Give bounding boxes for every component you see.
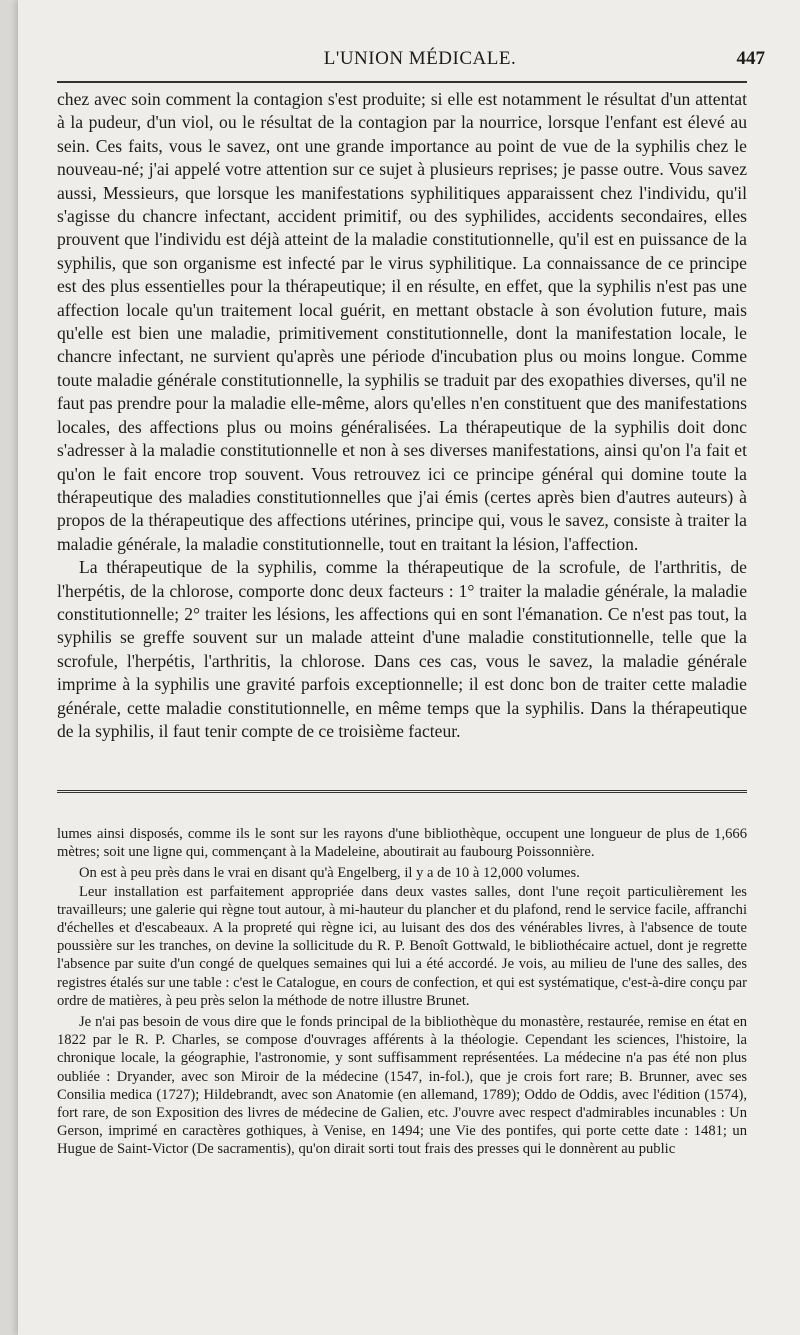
main-paragraph: La thérapeutique de la syphilis, comme la thérapeutique de la scrofule, de l'arthritis, de l'herpétis, de la chlorose, comporte donc deux facteurs : 1° traiter la maladie générale, la maladie constitutionnelle; 2° traiter les lésions, les affections qui en sont l'émanation. Ce n'est pas tout, la syphilis se greffe souvent sur un malade atteint d'une maladie constitutionnelle, telle que la scrofule, l'herpétis, l'arthritis, la chlorose. Dans ces cas, vous le savez, la maladie générale imprime à la syphilis une gravité parfois exceptionnelle; il est donc bon de traiter cette maladie générale, cette maladie constitutionnelle, en même temps que la syphilis. Dans la thérapeutique de la syphilis, il faut tenir compte de ce troisième facteur. bbox=[57, 557, 747, 741]
footnote-paragraph: On est à peu près dans le vrai en disant qu'à Engelberg, il y a de 10 à 12,000 volumes. bbox=[79, 865, 580, 882]
header-rule bbox=[57, 81, 747, 83]
footnote-text bbox=[57, 825, 747, 1159]
page-number: 447 bbox=[736, 48, 765, 69]
footnote-paragraph: Leur installation est parfaitement appropriée dans deux vastes salles, dont l'une reçoit particulièrement les travailleurs; une galerie qui règne tout autour, à mi-hauteur du plancher et du plafond, rend le service facile, affranchi d'échelles et d'escabeaux. A la propreté qui règne ici, au luisant des dos des vénérables livres, à l'absence de toute poussière sur les tranches, on devine la sollicitude du R. P. Benoît Gottwald, le bibliothécaire actuel, dont je regrette l'absence par suite d'un congé de quelques semaines qui lui a été accordé. Je vois, au milieu de l'une des salles, des registres étalés sur une table : c'est le Catalogue, en cours de confection, et qui est systématique, c'est-à-dire conçu par ordre de matières, à peu près selon la méthode de notre illustre Brunet. bbox=[57, 883, 747, 1009]
footnote-paragraph: Je n'ai pas besoin de vous dire que le fonds principal de la bibliothèque du monastère, restaurée, remise en état en 1822 par le R. P. Charles, se compose d'ouvrages afférents à la théologie. Cependant les sciences, l'histoire, la chronique locale, la géographie, l'astronomie, y sont suffisamment représentées. La médecine n'a pas été non plus oubliée : Dryander, avec son Miroir de la médecine (1547, in-fol.), que je crois fort rare; B. Brunner, avec ses Consilia medica (1727); Hildebrandt, avec son Anatomie (en allemand, 1789); Oddo de Oddis, avec l'édition (1574), fort rare, de son Exposition des livres de médecine de Galien, etc. J'ouvre avec respect d'admirables incunables : Un Gerson, imprimé en caractères gothiques, à Venise, en 1494; une Vie des pontifes, qui porte cette date : 1481; un Hugue de Saint-Victor (De sacramentis), qu'on dirait sorti tout frais des presses qui le donnèrent au public bbox=[57, 1014, 747, 1158]
running-title: L'UNION MÉDICALE. bbox=[323, 48, 517, 69]
page-header bbox=[75, 44, 765, 74]
main-paragraph: chez avec soin comment la contagion s'est produite; si elle est notamment le résultat d'un attentat à la pudeur, d'un viol, ou le résultat de la contagion par la nourrice, lorsque l'enfant est élevé au sein. Ces faits, vous le savez, ont une grande importance au point de vue de la syphilis chez le nouveau-né; j'ai appelé votre attention sur ce sujet à plusieurs reprises; je passe outre. Vous savez aussi, Messieurs, que lorsque les manifestations syphilitiques apparaissent chez l'individu, qu'il s'agisse du chancre infectant, accident primitif, ou des syphilides, accidents secondaires, elles prouvent que l'individu est déjà atteint de la maladie constitutionnelle, qu'il est en puissance de la syphilis, que son organisme est infecté par le virus syphilitique. La connaissance de ce principe est des plus essentielles pour la thérapeutique; il en résulte, en effet, que la syphilis n'est pas une affection locale qu'un traitement local guérit, en mettant obstacle à son évolution future, mais qu'elle est bien une maladie, primitivement constitutionnelle, dont la manifestation locale, le chancre infectant, ne survient qu'après une période d'incubation plus ou moins longue. Comme toute maladie générale constitutionnelle, la syphilis se traduit par des exopathies diverses, qu'il ne faut pas prendre pour la maladie elle-même, alors qu'elles n'en constituent que des manifestations locales, des affections plus ou moins généralisées. La thérapeutique de la syphilis doit donc s'adresser à la maladie constitutionnelle et non à ses diverses manifestations, ainsi qu'on l'a fait et qu'on le fait encore trop souvent. Vous retrouvez ici ce principe général qui domine toute la thérapeutique des maladies constitutionnelles que j'ai émis (certes après bien d'autres auteurs) à propos de la thérapeutique des affections utérines, principe qui, vous le savez, consiste à traiter la maladie générale, la maladie constitutionnelle, tout en traitant la lésion, l'affection. bbox=[57, 89, 747, 554]
footnote-paragraph: lumes ainsi disposés, comme ils le sont sur les rayons d'une bibliothèque, occupent une longueur de plus de 1,666 mètres; soit une ligne qui, commençant à la Madeleine, aboutirait au faubourg Poissonnière. bbox=[57, 826, 747, 861]
main-text bbox=[57, 88, 747, 743]
footnote-separator bbox=[57, 790, 747, 793]
